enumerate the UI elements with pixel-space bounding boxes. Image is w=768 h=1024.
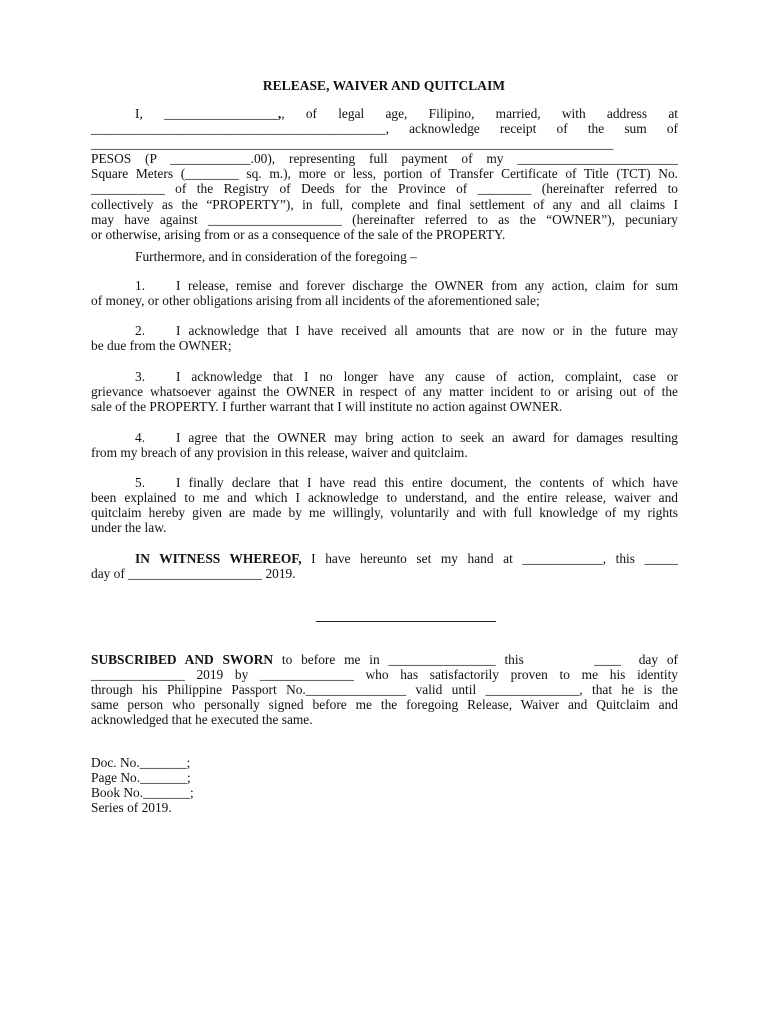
clause-2-text-1: I acknowledge that I have received all amounts that are now or in the future may xyxy=(176,323,678,338)
name-blank: I, _________________ xyxy=(135,106,278,121)
clause-1 xyxy=(91,278,678,308)
witness-line-2: day of ____________________ 2019. xyxy=(91,566,296,582)
jurat-text-1: to before me in ________________ this ____ day of xyxy=(273,652,678,667)
witness-paragraph xyxy=(91,551,678,581)
clause-5-line-1 xyxy=(91,475,678,490)
foregoing-line: Furthermore, and in consideration of the foregoing – xyxy=(135,249,417,264)
clause-5-line-2: been explained to me and which I acknowledge to understand, and the entire release, waiver and xyxy=(91,490,678,506)
clause-2 xyxy=(91,323,678,353)
clause-5 xyxy=(91,475,678,535)
jurat-line-4: same person who personally signed before me the foregoing Release, Waiver and Quitclaim and xyxy=(91,697,678,713)
doc-number: Doc. No._______; xyxy=(91,755,191,770)
opening-line-2: ____________________________________________, acknowledge receipt of the sum of xyxy=(91,121,678,137)
clause-4-line-1 xyxy=(91,430,678,445)
clause-3-line-2: grievance whatsoever against the OWNER in respect of any matter incident to or arising out of the xyxy=(91,384,678,400)
clause-1-line-2: of money, or other obligations arising from all incidents of the aforementioned sale; xyxy=(91,293,540,309)
clause-3 xyxy=(91,369,678,414)
jurat-line-5: acknowledged that he executed the same. xyxy=(91,712,313,728)
clause-5-line-4: under the law. xyxy=(91,520,167,536)
opening-line-3: ______________________________________________________________________________ xyxy=(91,136,614,152)
opening-line-5: Square Meters (________ sq. m.), more or less, portion of Transfer Certificate of Title (TCT) No. xyxy=(91,166,678,182)
opening-line-7: collectively as the “PROPERTY”), in full, complete and final settlement of any and all claims I xyxy=(91,196,678,212)
opening-paragraph xyxy=(91,106,678,242)
clause-4-line-2: from my breach of any provision in this release, waiver and quitclaim. xyxy=(91,445,468,461)
clause-2-line-1 xyxy=(91,323,678,338)
series-year: Series of 2019. xyxy=(91,800,172,816)
clause-5-text-1: I finally declare that I have read this entire document, the contents of which have xyxy=(176,475,678,490)
clause-3-text-1: I acknowledge that I no longer have any cause of action, complaint, case or xyxy=(176,369,678,384)
notarial-register xyxy=(91,755,194,815)
opening-line-1: I, _________________,, of legal age, Filipino, married, with address at xyxy=(135,106,678,121)
witness-line-1 xyxy=(91,551,678,566)
clause-3-line-3: sale of the PROPERTY. I further warrant that I will institute no action against OWNER. xyxy=(91,399,563,415)
clause-4-text-1: I agree that the OWNER may bring action to seek an award for damages resulting xyxy=(176,430,678,445)
clause-1-line-1 xyxy=(91,278,678,293)
clause-4-number: 4. xyxy=(135,430,146,445)
jurat-line-1 xyxy=(91,652,678,667)
clause-2-number: 2. xyxy=(135,323,146,338)
opening-line-8: may have against ____________________ (hereinafter referred to as the “OWNER”), pecuniary xyxy=(91,211,678,227)
clause-3-line-1 xyxy=(91,369,678,384)
foregoing-paragraph xyxy=(91,249,678,264)
clause-2-line-2: be due from the OWNER; xyxy=(91,338,232,354)
clause-3-number: 3. xyxy=(135,369,146,384)
jurat-paragraph xyxy=(91,652,678,727)
jurat-line-3: through his Philippine Passport No._______________ valid until ______________, that he is the xyxy=(91,682,678,698)
witness-text-1: I have hereunto set my hand at ____________, this _____ xyxy=(301,551,678,566)
opening-line-6: ___________ of the Registry of Deeds for the Province of ________ (hereinafter referred to xyxy=(91,181,678,197)
clause-5-number: 5. xyxy=(135,475,146,490)
opening-line-1-rest: , of legal age, Filipino, married, with address at xyxy=(281,106,678,121)
jurat-heading: SUBSCRIBED AND SWORN xyxy=(91,652,274,667)
book-number: Book No._______; xyxy=(91,785,194,801)
clause-5-line-3: quitclaim hereby given are made by me willingly, voluntarily and with full knowledge of my rights xyxy=(91,505,678,521)
opening-line-4: PESOS (P ____________.00), representing full payment of my ________________________ xyxy=(91,151,678,167)
page-number: Page No._______; xyxy=(91,770,191,786)
clause-1-number: 1. xyxy=(135,278,146,293)
clause-1-text-1: I release, remise and forever discharge the OWNER from any action, claim for sum xyxy=(176,278,678,293)
document-title: RELEASE, WAIVER AND QUITCLAIM xyxy=(262,78,506,93)
jurat-line-2: ______________ 2019 by ______________ who has satisfactorily proven to me his identity xyxy=(91,667,678,683)
witness-heading: IN WITNESS WHEREOF, xyxy=(135,551,302,566)
signature-line xyxy=(316,621,496,622)
clause-4 xyxy=(91,430,678,460)
opening-line-9: or otherwise, arising from or as a consequence of the sale of the PROPERTY. xyxy=(91,226,506,242)
